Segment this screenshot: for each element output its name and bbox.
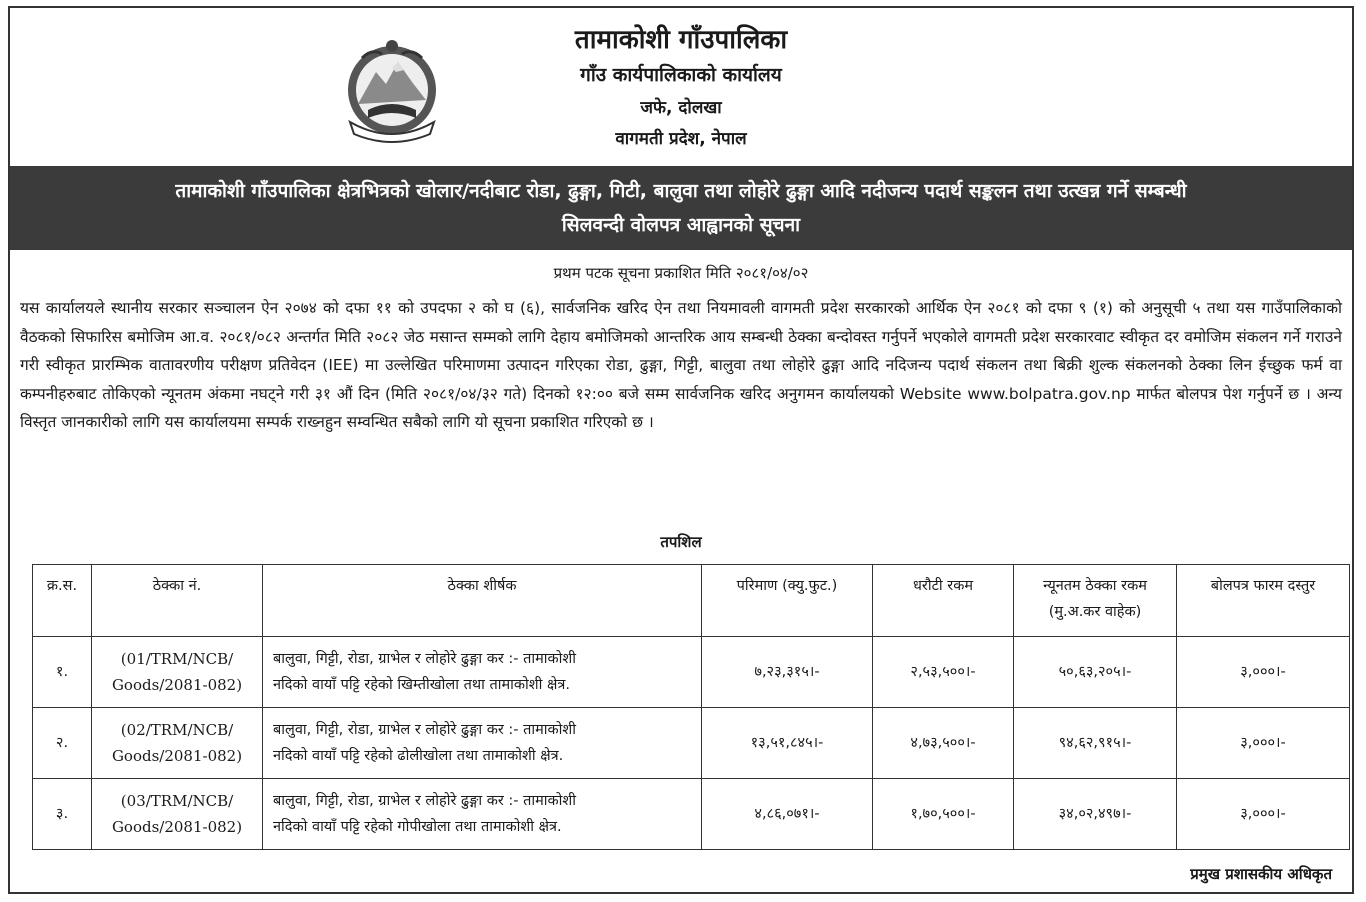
notice-title-line2: सिलवन्दी वोलपत्र आह्वानको सूचना: [561, 214, 801, 236]
row-deposit: १,७०,५००।-: [873, 779, 1014, 850]
row-sn: २.: [33, 708, 92, 779]
header-min-amount: [1014, 565, 1177, 637]
row-title: [263, 779, 702, 850]
row-form-fee: ३,०००।-: [1177, 637, 1350, 708]
notice-title-banner: [10, 166, 1352, 250]
header-min-amount-l2: (मु.अ.कर वाहेक): [1048, 604, 1142, 620]
row-form-fee: ३,०००।-: [1177, 708, 1350, 779]
notice-body: यस कार्यालयले स्थानीय सरकार सञ्चालन ऐन २०७४ को दफा ११ को उपदफा २ को घ (६), सार्वजनिक खरिद ऐन तथा नियमावली वागमती प्रदेश सरकारको आर्थिक ऐन २०८१ को दफा ९ (१) को अनुसूची ५ तथा यस गाउँपालिकाको वैठकको सिफारिस बमोजिम आ.व. २०८१/०८२ अन्तर्गत मिति २०८२ जेठ मसान्त सम्मको लागि देहाय बमोजिमको आन्तरिक आय सम्बन्धी ठेक्का बन्दोवस्त गर्नुपर्ने भएकोले वागमती प्रदेश सरकारवाट स्वीकृत दर वमोजिम संकलन गर्ने गराउने गरी स्वीकृत प्रारम्भिक वातावरणीय परीक्षण प्रतिवेदन (IEE) मा उल्लेखित परिमाणमा उत्पादन गरिएका रोडा, ढुङ्गा, गिट्टी, बालुवा तथा लोहोरे ढुङ्गा आदि नदिजन्य पदार्थ संकलन तथा बिक्री शुल्क संकलनको ठेक्का लिन ईच्छुक फर्म वा कम्पनीहरुबाट तोकिएको न्यूनतम अंकमा नघट्ने गरी ३१ औं दिन (मिति २०८१/०४/३२ गते) दिनको १२:०० बजे सम्म सार्वजनिक खरिद अनुगमन कार्यालयको Website www.bolpatra.gov.np मार्फत बोलपत्र पेश गर्नुपर्ने छ । अन्य विस्तृत जानकारीको लागि यस कार्यालयमा सम्पर्क राख्नहुन सम्वन्धित सबैको लागि यो सूचना प्रकाशित गरिएको छ ।: [20, 299, 1342, 431]
header-title: ठेक्का शीर्षक: [263, 565, 702, 637]
letterhead: [10, 8, 1352, 166]
row-contract-l1: (01/TRM/NCB/: [120, 650, 234, 668]
row-contract-l2: Goods/2081-082): [111, 818, 243, 836]
row-title: [263, 637, 702, 708]
province-name: वागमती प्रदेश, नेपाल: [615, 129, 747, 149]
table-row: [33, 708, 1350, 779]
header-min-amount-l1: न्यूनतम ठेक्का रकम: [1043, 578, 1147, 594]
row-contract-l2: Goods/2081-082): [111, 747, 243, 765]
row-title: [263, 708, 702, 779]
row-min-amount: ९४,६२,९१५।-: [1014, 708, 1177, 779]
row-min-amount: ३४,०२,४९७।-: [1014, 779, 1177, 850]
header-deposit: धरौटी रकम: [873, 565, 1014, 637]
table-header-row: [33, 565, 1350, 637]
row-title-l1: बालुवा, गिट्टी, रोडा, ग्राभेल र लोहोरे ढुङ्गा कर :- तामाकोशी: [273, 722, 577, 738]
row-sn: ३.: [33, 779, 92, 850]
row-contract-no: [92, 637, 263, 708]
row-contract-l1: (03/TRM/NCB/: [120, 792, 234, 810]
header-quantity: परिमाण (क्यु.फुट.): [702, 565, 873, 637]
table-caption: तपशिल: [660, 533, 702, 551]
publication-date: प्रथम पटक सूचना प्रकाशित मिति २०८१/०४/०२: [553, 264, 809, 282]
notice-title-line1: तामाकोशी गाँउपालिका क्षेत्रभित्रको खोलार/नदीबाट रोडा, ढुङ्गा, गिटी, बालुवा तथा लोहोरे ढुङ्गा आदि नदीजन्य पदार्थ सङ्कलन तथा उत्खन्न गर्ने सम्बन्धी: [175, 180, 1187, 202]
row-deposit: २,५३,५००।-: [873, 637, 1014, 708]
contract-table: [32, 564, 1350, 850]
signature: प्रमुख प्रशासकीय अधिकृत: [1190, 865, 1332, 883]
row-title-l2: नदिको वायाँ पट्टि रहेको ढोलीखोला तथा तामाकोशी क्षेत्र.: [273, 748, 564, 764]
row-title-l1: बालुवा, गिट्टी, रोडा, ग्राभेल र लोहोरे ढुङ्गा कर :- तामाकोशी: [273, 793, 577, 809]
letterhead-text: [10, 22, 1352, 154]
header-form-fee: बोलपत्र फारम दस्तुर: [1177, 565, 1350, 637]
row-quantity: ७,२३,३१५।-: [702, 637, 873, 708]
row-contract-no: [92, 779, 263, 850]
row-title-l1: बालुवा, गिट्टी, रोडा, ग्राभेल र लोहोरे ढुङ्गा कर :- तामाकोशी: [273, 651, 577, 667]
row-deposit: ४,७३,५००।-: [873, 708, 1014, 779]
row-contract-l2: Goods/2081-082): [111, 676, 243, 694]
row-min-amount: ५०,६३,२०५।-: [1014, 637, 1177, 708]
row-contract-no: [92, 708, 263, 779]
row-form-fee: ३,०००।-: [1177, 779, 1350, 850]
table-row: [33, 637, 1350, 708]
header-contract-no: ठेक्का नं.: [92, 565, 263, 637]
notice-frame: [8, 6, 1354, 894]
row-quantity: ४,८६,०७१।-: [702, 779, 873, 850]
row-title-l2: नदिको वायाँ पट्टि रहेको गोपीखोला तथा तामाकोशी क्षेत्र.: [273, 819, 562, 835]
row-title-l2: नदिको वायाँ पट्टि रहेको खिम्तीखोला तथा तामाकोशी क्षेत्र.: [273, 677, 571, 693]
row-quantity: १३,५१,८४५।-: [702, 708, 873, 779]
header-sn: क्र.स.: [33, 565, 92, 637]
table-row: [33, 779, 1350, 850]
org-name: तामाकोशी गाँउपालिका: [574, 25, 788, 55]
row-sn: १.: [33, 637, 92, 708]
office-name: गाँउ कार्यपालिकाको कार्यालय: [580, 64, 782, 86]
office-location: जफे, दोलखा: [640, 98, 722, 118]
row-contract-l1: (02/TRM/NCB/: [120, 721, 234, 739]
